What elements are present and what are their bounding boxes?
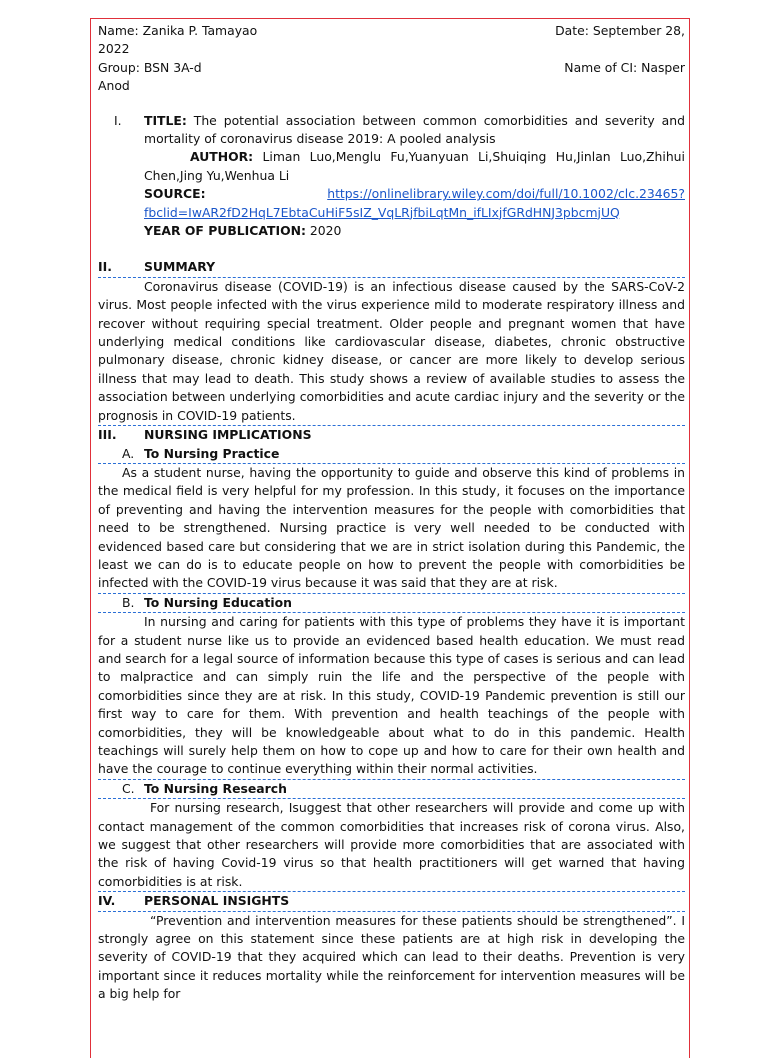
- date-field: Date: September 28,: [555, 23, 685, 38]
- section-number: I.: [114, 112, 122, 128]
- article-info: [98, 112, 685, 241]
- section-heading-personal-insights: [98, 892, 685, 911]
- subsection-title: To Nursing Education: [144, 594, 292, 610]
- date-year: 2022: [98, 41, 130, 57]
- summary-paragraph: Coronavirus disease (COVID-19) is an infectious disease caused by the SARS-CoV-2 virus. Most people infected with the virus experience mild to moderate respiratory illness and recover without requiring special treatment. Older people and pregnant women that have underlying medical conditions like cardiovascular disease, diabetes, chronic obstructive pulmonary disease, chronic kidney disease, or cancer are more likely to develop serious illness that may lead to death. This study shows a review of available studies to assess the association between underlying comorbidities and acute cardiac injury and the severity or the prognosis in COVID-19 patients.: [98, 278, 685, 426]
- author-text: Liman Luo,Menglu Fu,Yuanyuan Li,Shuiqing Hu,Jinlan Luo,Zhihui Chen,Jing Yu,Wenhua Li: [144, 149, 685, 183]
- year-value: 2020: [309, 223, 342, 239]
- student-name: Name: Zanika P. Tamayao: [98, 23, 258, 38]
- subsection-title: To Nursing Research: [144, 780, 287, 796]
- section-heading-nursing-implications: [98, 426, 685, 444]
- source-label: SOURCE:: [144, 186, 206, 202]
- article-author: [144, 148, 685, 185]
- subheading-nursing-practice: [98, 445, 685, 464]
- section-number: IV.: [98, 893, 116, 909]
- year-label: YEAR OF PUBLICATION:: [144, 223, 306, 239]
- group-field: Group: BSN 3A-d: [98, 59, 202, 75]
- article-title: [144, 112, 685, 149]
- section-title: SUMMARY: [144, 259, 216, 275]
- source-link-continued[interactable]: fbclid=IwAR2fD2HqL7EbtaCuHiF5sIZ_VqLRjfbiLqtMn_ifLIxjfGRdHNJ3pbcmjUQ: [144, 204, 620, 220]
- nursing-education-paragraph: In nursing and caring for patients with this type of problems they have it is important for a student nurse like us to provide an evidenced based health education. We must read and search for a legal source of information because this type of cases is serious and can lead to malpractice and can simply ruin the life and the perspective of the people with comorbidities since they are at risk. In this study, COVID-19 Pandemic prevention is still our first way to care for them. With prevention and health teachings of the people with comorbidities, they will be knowledgeable about what to do in this pandemic. Health teachings will surely help them on how to cope up and how to care for their own health and have the courage to continue everything within their normal activities.: [98, 613, 685, 780]
- subheading-nursing-education: [98, 594, 685, 613]
- source-link[interactable]: https://onlinelibrary.wiley.com/doi/full/10.1002/clc.23465?: [327, 186, 685, 202]
- subsection-letter: A.: [122, 445, 135, 461]
- personal-insights-paragraph: “Prevention and intervention measures for these patients should be strengthened”. I strongly agree on this statement since these patients are at high risk in developing the severity of COVID-19 that they acquired which can lead to their deaths. Prevention is very important since it reduces mortality while the reinforcement for intervention measures will be a big help for: [98, 912, 685, 1002]
- subsection-letter: B.: [122, 594, 135, 610]
- header-row-1: [98, 22, 685, 40]
- section-number: III.: [98, 427, 117, 443]
- document-body: [98, 22, 685, 1004]
- section-heading-summary: [98, 258, 685, 277]
- author-label: AUTHOR:: [190, 149, 254, 165]
- source-link-cont-row: [144, 204, 685, 222]
- nursing-research-paragraph: For nursing research, Isuggest that other researchers will provide and come up with contact management of the common comorbidities that increases risk of corona virus. Also, we suggest that other researchers will provide more comorbidities that are associated with the risk of having Covid-19 virus so that health practitioners will get warned that having comorbidities is at risk.: [98, 799, 685, 892]
- header-row-2: [98, 59, 685, 77]
- section-number: II.: [98, 259, 112, 275]
- section-title: PERSONAL INSIGHTS: [144, 893, 290, 909]
- ci-name-rest: Anod: [98, 78, 130, 94]
- title-label: TITLE:: [144, 112, 187, 128]
- section-title: NURSING IMPLICATIONS: [144, 427, 312, 443]
- nursing-practice-paragraph: As a student nurse, having the opportunity to guide and observe this kind of problems in the medical field is very helpful for my profession. In this study, it focuses on the importance of preventing and having the intervention measures for the people with comorbidities that need to be strengthened. Nursing practice is very well needed to be conducted with evidenced based care but considering that we are in strict isolation during this Pandemic, the least we can do is to educate people on how to prevent the people with comorbidities be infected with the COVID-19 virus because it was said that they are at risk.: [98, 464, 685, 594]
- title-text: The potential association between common comorbidities and severity and mortality of coronavirus disease 2019: A pooled analysis: [144, 112, 685, 147]
- subsection-title: To Nursing Practice: [144, 445, 280, 461]
- article-source: [144, 185, 685, 203]
- subsection-letter: C.: [122, 780, 135, 796]
- publication-year: [144, 222, 685, 240]
- subheading-nursing-research: [98, 780, 685, 799]
- ci-name-field: Name of CI: Nasper: [564, 59, 685, 75]
